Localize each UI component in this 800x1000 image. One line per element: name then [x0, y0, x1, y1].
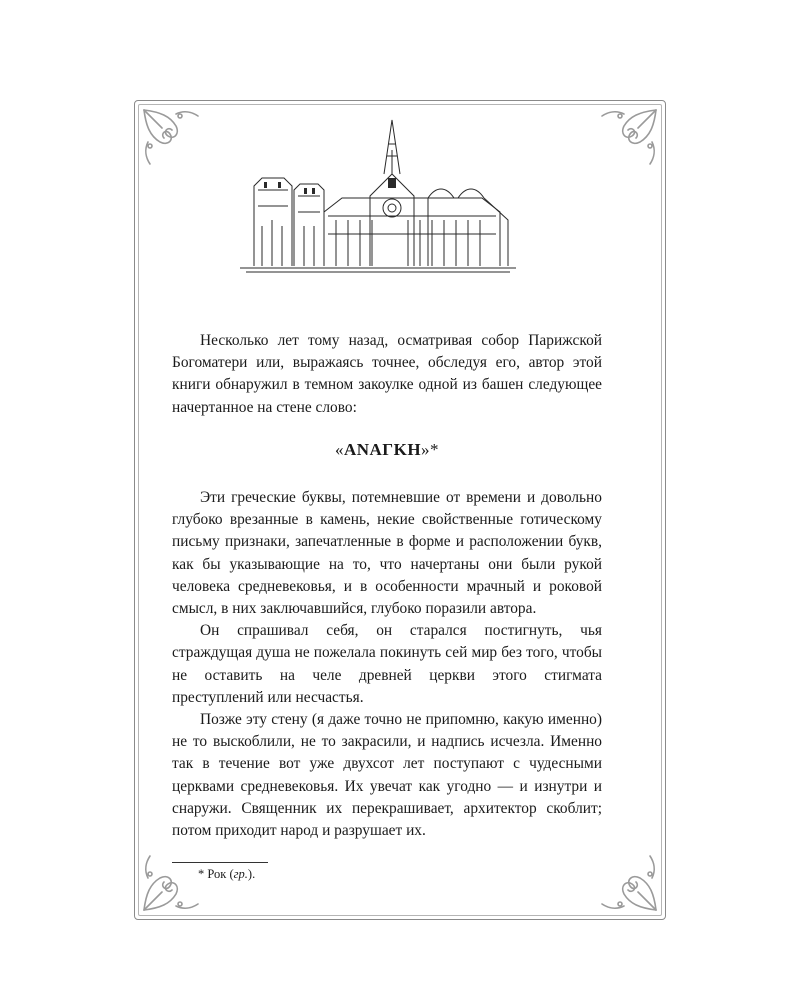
heading-footnote-mark: * — [430, 440, 440, 459]
heading-open-quote: « — [334, 440, 344, 459]
intro-paragraph-block — [172, 330, 602, 419]
heading-greek-word: ΑΝΑΓΚΗ — [343, 440, 422, 459]
heading-close-quote: » — [421, 440, 431, 459]
footnote-marker: * Рок ( — [198, 867, 234, 881]
ananke-heading — [172, 440, 602, 460]
notre-dame-cathedral-illustration — [232, 116, 522, 278]
corner-ornament-top-left — [140, 106, 202, 168]
footnote-rule — [172, 862, 268, 863]
footnote — [198, 866, 255, 882]
footnote-abbreviation: гр. — [233, 867, 248, 881]
footnote-tail: ). — [247, 867, 256, 881]
intro-paragraph: Несколько лет тому назад, осматривая собор Парижской Богоматери или, выражаясь точнее, обследуя его, автор этой книги обнаружил в темном закоулке одной из башен следующее начертанное на стене слово: — [172, 332, 602, 416]
body-paragraph-1: Эти греческие буквы, потемневшие от времени и довольно глубоко врезанные в камень, некие свойственные готическому письму признаки, запечатленные в форме и расположении букв, как бы указывающие на то, что начертаны они были рукой человека средневековья, и в особенности мрачный и роковой смысл, в них заключавшийся, глубоко поразили автора. — [172, 489, 602, 618]
corner-ornament-bottom-right — [598, 852, 660, 914]
corner-ornament-top-right — [598, 106, 660, 168]
body-paragraph-3: Позже эту стену (я даже точно не припомню, какую именно) не то выскоблили, не то закрасили, и надпись исчезла. Именно так в течение вот уже двухсот лет поступают с чудесными церквами средневековья. Их увечат как угодно — и изнутри и снаружи. Священник их перекрашивает, архитектор скоблит; потом приходит народ и разрушает их. — [172, 711, 602, 840]
body-text-block — [172, 487, 602, 842]
body-paragraph-2: Он спрашивал себя, он старался постигнуть, чья страждущая душа не пожелала покинуть сей мир без того, чтобы не оставить на челе древней церкви этого стигмата преступлений или несчастья. — [172, 622, 602, 706]
